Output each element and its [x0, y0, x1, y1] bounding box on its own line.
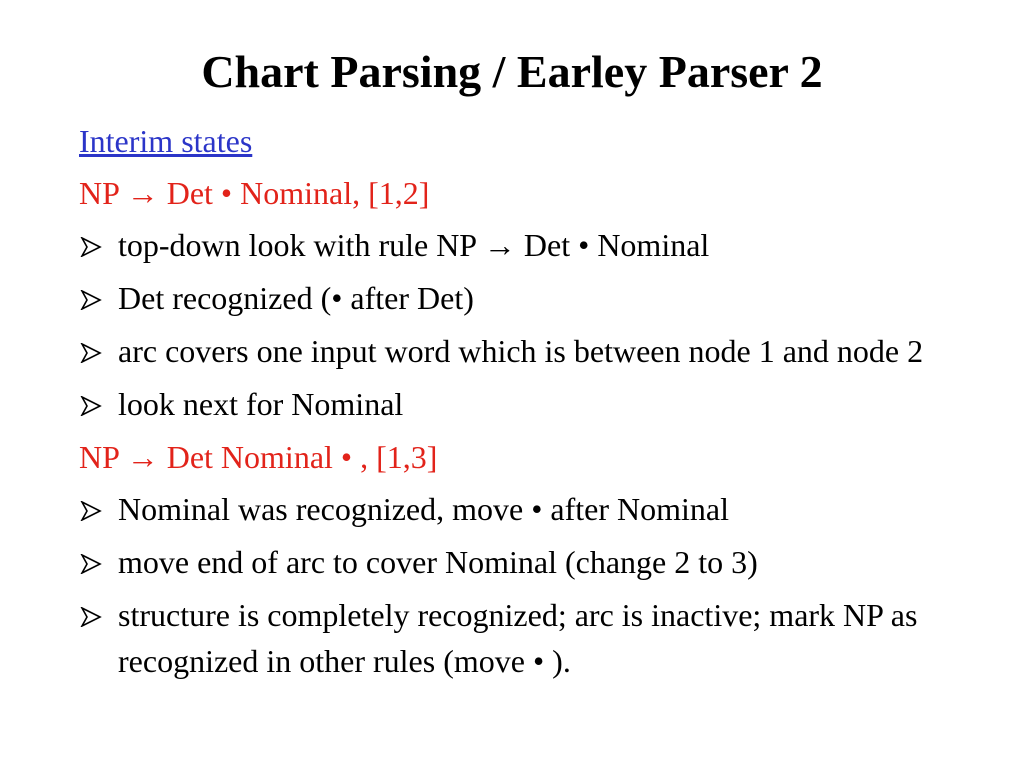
bullet-item [79, 222, 959, 268]
bullet-text: structure is completely recognized; arc is inactive; mark NP as recognized in other rules (move • ). [118, 597, 918, 679]
bullet-text: arc covers one input word which is between node 1 and node 2 [118, 333, 924, 369]
bullet-item [79, 539, 959, 585]
arrowhead-bullet-icon [80, 554, 102, 574]
bullet-item [79, 328, 959, 374]
arrowhead-bullet-icon [80, 343, 102, 363]
state-np-det-nominal-1-2: NP → Det • Nominal, [1,2] [79, 175, 430, 211]
bullet-text: top-down look with rule NP → Det • Nominal [118, 227, 710, 263]
arrowhead-bullet-icon [80, 237, 102, 257]
slide-content [79, 118, 959, 691]
bullet-text: move end of arc to cover Nominal (change 2 to 3) [118, 544, 758, 580]
bullet-text: Det recognized (• after Det) [118, 280, 474, 316]
bullet-text: look next for Nominal [118, 386, 404, 422]
arrowhead-bullet-icon [80, 501, 102, 521]
state-np-det-nominal-1-3: NP → Det Nominal • , [1,3] [79, 439, 438, 475]
interim-states-link[interactable]: Interim states [79, 123, 253, 159]
bullet-text: Nominal was recognized, move • after Nominal [118, 491, 729, 527]
bullet-item [79, 592, 959, 684]
arrowhead-bullet-icon [80, 607, 102, 627]
arrowhead-bullet-icon [80, 290, 102, 310]
arrowhead-bullet-icon [80, 396, 102, 416]
slide-title: Chart Parsing / Earley Parser 2 [201, 46, 823, 97]
bullet-item [79, 486, 959, 532]
bullet-item [79, 381, 959, 427]
bullet-item [79, 275, 959, 321]
